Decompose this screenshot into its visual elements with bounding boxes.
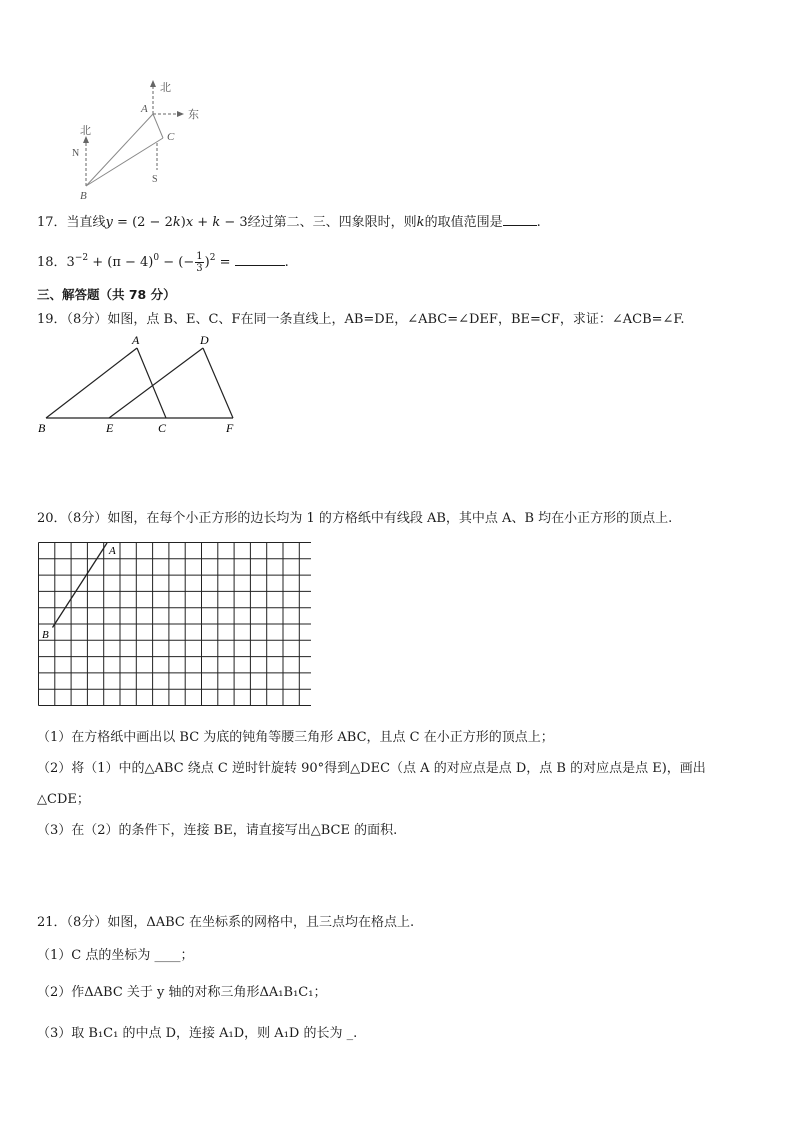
north-label-left: 北 xyxy=(80,125,91,137)
q18-mid4: = xyxy=(215,255,235,270)
label-A: A xyxy=(141,103,148,115)
q18-base: 3 xyxy=(66,255,75,270)
question-20: 20．（8分）如图，在每个小正方形的边长均为 1 的方格纸中有线段 AB，其中点 A、B 均在小正方形的顶点上. xyxy=(37,511,673,526)
q18-exp2: 0 xyxy=(153,253,160,263)
compass-figure xyxy=(60,78,210,204)
label-C: C xyxy=(167,131,175,143)
q17-mid1: = (2 − 2 xyxy=(112,215,173,230)
q18-answer-blank[interactable] xyxy=(235,253,285,266)
q18-exp3: 2 xyxy=(209,253,216,263)
q17-text: 经过第二、三、四象限时，则 xyxy=(247,215,417,230)
question-17 xyxy=(37,213,541,232)
label-B: B xyxy=(80,190,87,202)
q18-frac-den: 3 xyxy=(196,263,203,274)
q17-k-var: k xyxy=(416,215,425,230)
q17-answer-blank[interactable] xyxy=(503,213,537,226)
q18-end: . xyxy=(284,255,289,270)
q17-text2: 的取值范围是 xyxy=(424,215,503,230)
q21-sub2: （2）作ΔABC 关于 y 轴的对称三角形ΔA₁B₁C₁； xyxy=(37,985,327,1000)
q20-sub2b: △CDE； xyxy=(37,792,90,807)
q20-grid-figure xyxy=(37,541,311,709)
q17-k1: k xyxy=(172,215,181,230)
q20-sub1: （1）在方格纸中画出以 BC 为底的钝角等腰三角形 ABC，且点 C 在小正方形的顶点上； xyxy=(37,730,554,745)
q17-mid3: + xyxy=(193,215,213,230)
q19-figure xyxy=(30,334,250,438)
label-S: S xyxy=(152,174,158,185)
east-label: 东 xyxy=(188,109,199,121)
q17-y: y xyxy=(105,215,113,230)
q17-prefix: 17．当直线 xyxy=(37,215,106,230)
segment-AB xyxy=(53,543,108,628)
section-3-heading: 三、解答题（共 78 分） xyxy=(37,287,176,302)
q17-k2: k xyxy=(212,215,221,230)
grid-label-B: B xyxy=(42,629,49,641)
question-18 xyxy=(37,251,289,274)
q18-mid3: ) xyxy=(204,255,210,270)
question-21: 21．（8分）如图，ΔABC 在坐标系的网格中，且三点均在格点上. xyxy=(37,915,415,930)
q17-x: x xyxy=(185,215,194,230)
fig19-label-F: F xyxy=(226,421,234,435)
q20-sub3: （3）在（2）的条件下，连接 BE，请直接写出△BCE 的面积. xyxy=(37,823,398,838)
q17-mid2: ) xyxy=(180,215,186,230)
q17-end: . xyxy=(536,215,541,230)
q17-mid4: − 3 xyxy=(220,215,248,230)
segment-DF xyxy=(203,348,233,418)
q18-fraction xyxy=(195,251,203,274)
q18-exp1: −2 xyxy=(74,253,89,263)
q18-prefix: 18． xyxy=(37,255,67,270)
segment-AC xyxy=(137,348,166,418)
question-19: 19．（8分）如图，点 B、E、C、F在同一条直线上，AB=DE，∠ABC=∠DEF，BE=CF，求证：∠ACB=∠F. xyxy=(37,312,685,327)
grid-label-A: A xyxy=(109,545,116,557)
north-arrow-B xyxy=(83,136,89,143)
east-arrow-A xyxy=(177,111,184,117)
q21-sub3: （3）取 B₁C₁ 的中点 D，连接 A₁D，则 A₁D 的长为 _. xyxy=(37,1026,358,1041)
fig19-label-D: D xyxy=(200,334,209,347)
fig19-label-E: E xyxy=(106,421,114,435)
q21-sub1: （1）C 点的坐标为 ____； xyxy=(37,948,194,963)
fig19-label-C: C xyxy=(158,421,167,435)
q18-frac-num: 1 xyxy=(196,251,203,262)
fig19-label-B: B xyxy=(38,421,46,435)
q18-mid2: − (− xyxy=(159,255,195,270)
north-label-top: 北 xyxy=(160,82,171,94)
label-N: N xyxy=(72,148,80,159)
grid-lines xyxy=(39,543,312,706)
fig19-label-A: A xyxy=(132,334,140,347)
q18-mid1: + (π − 4) xyxy=(88,255,154,270)
q20-sub2a: （2）将（1）中的△ABC 绕点 C 逆时针旋转 90°得到△DEC（点 A 的对应点是点 D，点 B 的对应点是点 E)，画出 xyxy=(37,761,706,776)
segment-AC xyxy=(153,114,163,138)
north-arrow-A xyxy=(150,80,156,87)
